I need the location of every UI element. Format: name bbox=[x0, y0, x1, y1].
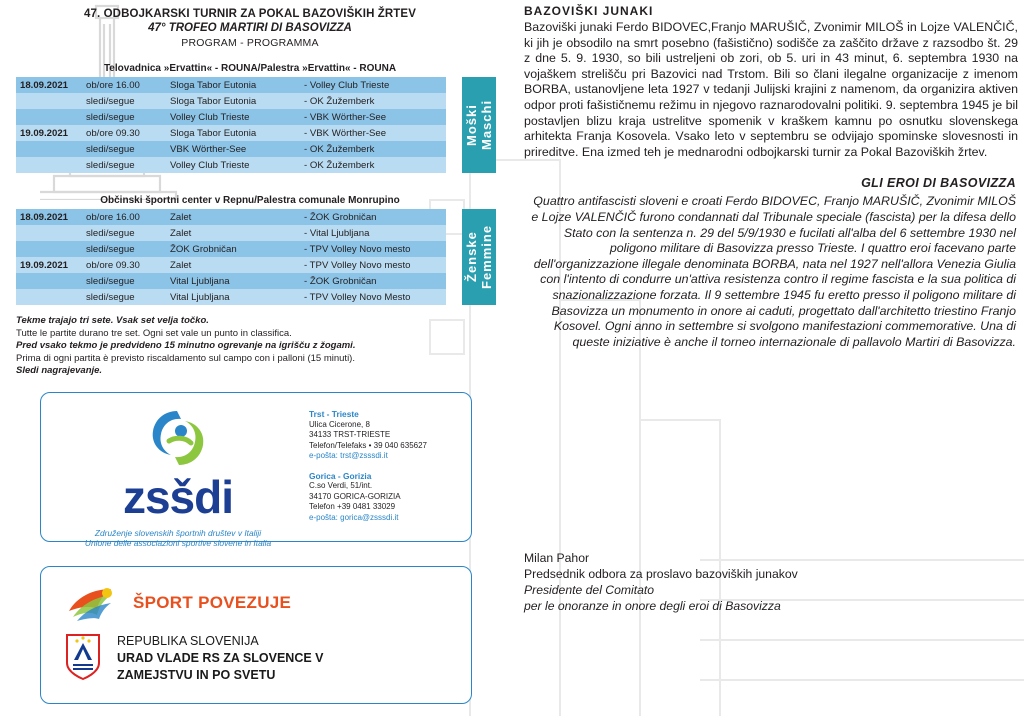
cell-away: - TPV Volley Novo mesto bbox=[300, 257, 446, 273]
cell-home: ŽOK Grobničan bbox=[166, 241, 300, 257]
cell-time: sledi/segue bbox=[82, 241, 166, 257]
left-column bbox=[0, 0, 500, 716]
sport-logo-box bbox=[40, 566, 472, 704]
cell-date bbox=[16, 157, 82, 173]
cell-away: - OK Žužemberk bbox=[300, 157, 446, 173]
table-row bbox=[16, 141, 446, 157]
government-text bbox=[117, 633, 324, 684]
title-line-3: PROGRAM - PROGRAMMA bbox=[181, 37, 319, 49]
cell-date bbox=[16, 241, 82, 257]
cell-date bbox=[16, 93, 82, 109]
contact-line: Telefon +39 0481 33029 bbox=[309, 502, 396, 511]
sport-povezuje-icon bbox=[63, 581, 119, 625]
table-row bbox=[16, 157, 446, 173]
table-row bbox=[16, 125, 446, 141]
cell-away: - Volley Club Trieste bbox=[300, 77, 446, 93]
cell-home: Sloga Tabor Eutonia bbox=[166, 93, 300, 109]
cell-date bbox=[16, 225, 82, 241]
sport-slogan: ŠPORT POVEZUJE bbox=[133, 593, 292, 612]
cell-time: ob/ore 09.30 bbox=[82, 125, 166, 141]
title-line-1: 47. ODBOJKARSKI TURNIR ZA POKAL BAZOVIŠKIH ŽRTEV bbox=[84, 8, 416, 20]
women-side-tab: Ženske Femmine bbox=[462, 209, 496, 305]
title-line-2: 47° TROFEO MARTIRI DI BASOVIZZA bbox=[148, 22, 352, 34]
men-schedule-table bbox=[16, 77, 446, 173]
zsssdi-wordmark: zsšdi bbox=[122, 471, 234, 523]
cell-away: - OK Žužemberk bbox=[300, 93, 446, 109]
contact-line: Telefon/Telefaks • 39 040 635627 bbox=[309, 440, 427, 450]
table-row bbox=[16, 257, 446, 273]
contact-city: Trst - Trieste bbox=[309, 409, 359, 419]
cell-home: Vital Ljubljana bbox=[166, 273, 300, 289]
office-line-1: URAD VLADE RS ZA SLOVENCE V bbox=[117, 651, 324, 665]
table-row bbox=[16, 225, 446, 241]
cell-date: 19.09.2021 bbox=[16, 257, 82, 273]
cell-away: - OK Žužemberk bbox=[300, 141, 446, 157]
cell-date bbox=[16, 273, 82, 289]
note-line: Prima di ogni partita è previsto riscaldamento sul campo con i palloni (15 minuti). bbox=[16, 352, 355, 364]
table-row bbox=[16, 209, 446, 225]
cell-time: sledi/segue bbox=[82, 141, 166, 157]
cell-time: sledi/segue bbox=[82, 225, 166, 241]
cell-away: - VBK Wörther-See bbox=[300, 109, 446, 125]
men-side-tab: Moški Maschi bbox=[462, 77, 496, 173]
contact-line: 34170 GORICA-GORIZIA bbox=[309, 491, 401, 501]
cell-time: sledi/segue bbox=[82, 93, 166, 109]
cell-home: Volley Club Trieste bbox=[166, 109, 300, 125]
cell-date bbox=[16, 141, 82, 157]
note-line: Tekme trajajo tri sete. Vsak set velja točko. bbox=[16, 315, 209, 326]
zsssdi-subtitle-it: Unione delle associazioni sportive slovene in Italia bbox=[84, 538, 272, 548]
office-line-2: ZAMEJSTVU IN PO SVETU bbox=[117, 668, 276, 682]
poster-title bbox=[0, 0, 500, 49]
rules-notes bbox=[16, 315, 446, 378]
government-row bbox=[63, 633, 324, 684]
signature-block bbox=[524, 550, 944, 614]
cell-date: 18.09.2021 bbox=[16, 209, 82, 225]
note-line: Tutte le partite durano tre set. Ogni set vale un punto in classifica. bbox=[16, 327, 292, 339]
cell-home: Sloga Tabor Eutonia bbox=[166, 77, 300, 93]
cell-away: - Vital Ljubljana bbox=[300, 225, 446, 241]
signature-role-it-2: per le onoranze in onore degli eroi di Basovizza bbox=[524, 599, 781, 613]
article-sl-body: Bazoviški junaki Ferdo BIDOVEC,Franjo MARUŠIČ, Zvonimir MILOŠ in Lojze VALENČIČ, ki jih je obsodilo na smrt posebno (fašistično) sodišče za zaščito države z razsodbo št. 29 z dne 5. 9. 1930, so bili ustreljeni ob zori, ob 5. uri in 43 minut, 6. septembra 1930 na vojaškem strelišču pri Bazovici nad Trstom. Bili so člani ilegalne organizacije z imenom BORBA, ustanovljene leta 1927 v tedanji Julijski krajini z namenom, da organizira aktiven odpor proti fašističnemu režimu in njegovo raznarodovalni politiki. 9. septembra 1945 je bil postavljen blizu kraja ustrelitve spomenik v kraškem kamnu po osnutku slovenskega arhitekta Franja Kosovela. Vsako leto v septembru se odvijajo spominske slovesnosti in prireditve. Ena izmed teh je mednarodni odbojkarski turnir za Pokal Bazoviških žrtev. bbox=[524, 20, 1018, 159]
cell-home: Zalet bbox=[166, 225, 300, 241]
contact-line: C.so Verdi, 51/int. bbox=[309, 481, 373, 490]
zsssdi-logo bbox=[63, 407, 293, 548]
zsssdi-subtitle-sl: Združenje slovenskih športnih društev v Italiji bbox=[94, 528, 262, 538]
contact-email[interactable]: e-pošta: trst@zsssdi.it bbox=[309, 451, 388, 460]
zsssdi-emblem-icon bbox=[119, 407, 237, 469]
table-row bbox=[16, 289, 446, 305]
cell-date bbox=[16, 109, 82, 125]
cell-away: - TPV Volley Novo Mesto bbox=[300, 289, 446, 305]
cell-time: sledi/segue bbox=[82, 273, 166, 289]
signature-role-sl: Predsednik odbora za proslavo bazoviških junakov bbox=[524, 567, 798, 581]
table-row bbox=[16, 109, 446, 125]
table-row bbox=[16, 93, 446, 109]
contact-line: 34133 TRST-TRIESTE bbox=[309, 430, 391, 439]
table-row bbox=[16, 273, 446, 289]
note-line: Sledi nagrajevanje. bbox=[16, 365, 103, 376]
note-line: Pred vsako tekmo je predvideno 15 minutno ogrevanje na igrišču z žogami. bbox=[16, 340, 356, 351]
contact-line: Ulica Cicerone, 8 bbox=[309, 419, 370, 429]
cell-time: sledi/segue bbox=[82, 109, 166, 125]
republic-label: REPUBLIKA SLOVENIJA bbox=[117, 634, 259, 648]
women-table-wrap bbox=[16, 209, 494, 305]
cell-home: VBK Wörther-See bbox=[166, 141, 300, 157]
cell-home: Zalet bbox=[166, 209, 300, 225]
slovenia-coat-of-arms-icon bbox=[63, 633, 103, 681]
table-row bbox=[16, 77, 446, 93]
women-section bbox=[0, 195, 500, 305]
contact-email[interactable]: e-pošta: gorica@zsssdi.it bbox=[309, 512, 399, 522]
cell-home: Zalet bbox=[166, 257, 300, 273]
cell-time: ob/ore 16.00 bbox=[82, 77, 166, 93]
right-column bbox=[520, 0, 1024, 716]
article-it-body: Quattro antifascisti sloveni e croati Ferdo BIDOVEC, Franjo MARUŠIČ, Zvonimir MILOŠ e Lojze VALENČIČ furono condannati dal Tribunale speciale (fascista) per la difesa dello Stato con la sentenza n. 29 del 5/9/1930 e fucilati all'alba del 6 settembre 1930 nel poligono militare di Basovizza presso Trieste. I quattro eroi facevano parte dell'organizzazione illegale denominata BORBA, nata nel 1927 nell'allora Venezia Giulia con l'intento di condurre un'attiva resistenza contro il regime fascista e la sua politica di snazionalizzazione forzata. Il 9 settembre 1945 fu eretto presso il poligono militare di Basovizza un monumento in onore ai caduti, progettato dall'architetto triestino Franjo Kosovel. Ogni anno in settembre si svolgono manifestazioni commemorative. Una di queste iniziative è anche il torneo internazionale di pallavolo Martiri di Basovizza. bbox=[531, 194, 1016, 349]
men-section bbox=[0, 63, 500, 173]
cell-date bbox=[16, 289, 82, 305]
signature-role-it-1: Presidente del Comitato bbox=[524, 583, 655, 597]
spacer bbox=[309, 462, 459, 471]
cell-away: - ŽOK Grobničan bbox=[300, 209, 446, 225]
women-venue: Občinski športni center v Repnu/Palestra comunale Monrupino bbox=[100, 195, 400, 206]
sport-slogan-row bbox=[63, 581, 291, 625]
cell-away: - VBK Wörther-See bbox=[300, 125, 446, 141]
cell-home: Sloga Tabor Eutonia bbox=[166, 125, 300, 141]
cell-time: ob/ore 09.30 bbox=[82, 257, 166, 273]
cell-time: sledi/segue bbox=[82, 289, 166, 305]
cell-home: Vital Ljubljana bbox=[166, 289, 300, 305]
contact-city: Gorica - Gorizia bbox=[309, 470, 372, 481]
zsssdi-contacts bbox=[309, 409, 459, 523]
table-row bbox=[16, 241, 446, 257]
cell-away: - TPV Volley Novo mesto bbox=[300, 241, 446, 257]
cell-time: sledi/segue bbox=[82, 157, 166, 173]
article-it-heading: GLI EROI DI BASOVIZZA bbox=[861, 176, 1016, 191]
women-schedule-table bbox=[16, 209, 446, 305]
article-sl-heading: BAZOVIŠKI JUNAKI bbox=[524, 4, 654, 18]
signature-name: Milan Pahor bbox=[524, 551, 590, 565]
men-table-wrap bbox=[16, 77, 494, 173]
zsssdi-logo-box bbox=[40, 392, 472, 548]
cell-home: Volley Club Trieste bbox=[166, 157, 300, 173]
cell-date: 19.09.2021 bbox=[16, 125, 82, 141]
cell-date: 18.09.2021 bbox=[16, 77, 82, 93]
cell-time: ob/ore 16.00 bbox=[82, 209, 166, 225]
men-venue: Telovadnica »Ervattin« - ROUNA/Palestra »Ervattin« - ROUNA bbox=[103, 63, 397, 74]
cell-away: - ŽOK Grobničan bbox=[300, 273, 446, 289]
